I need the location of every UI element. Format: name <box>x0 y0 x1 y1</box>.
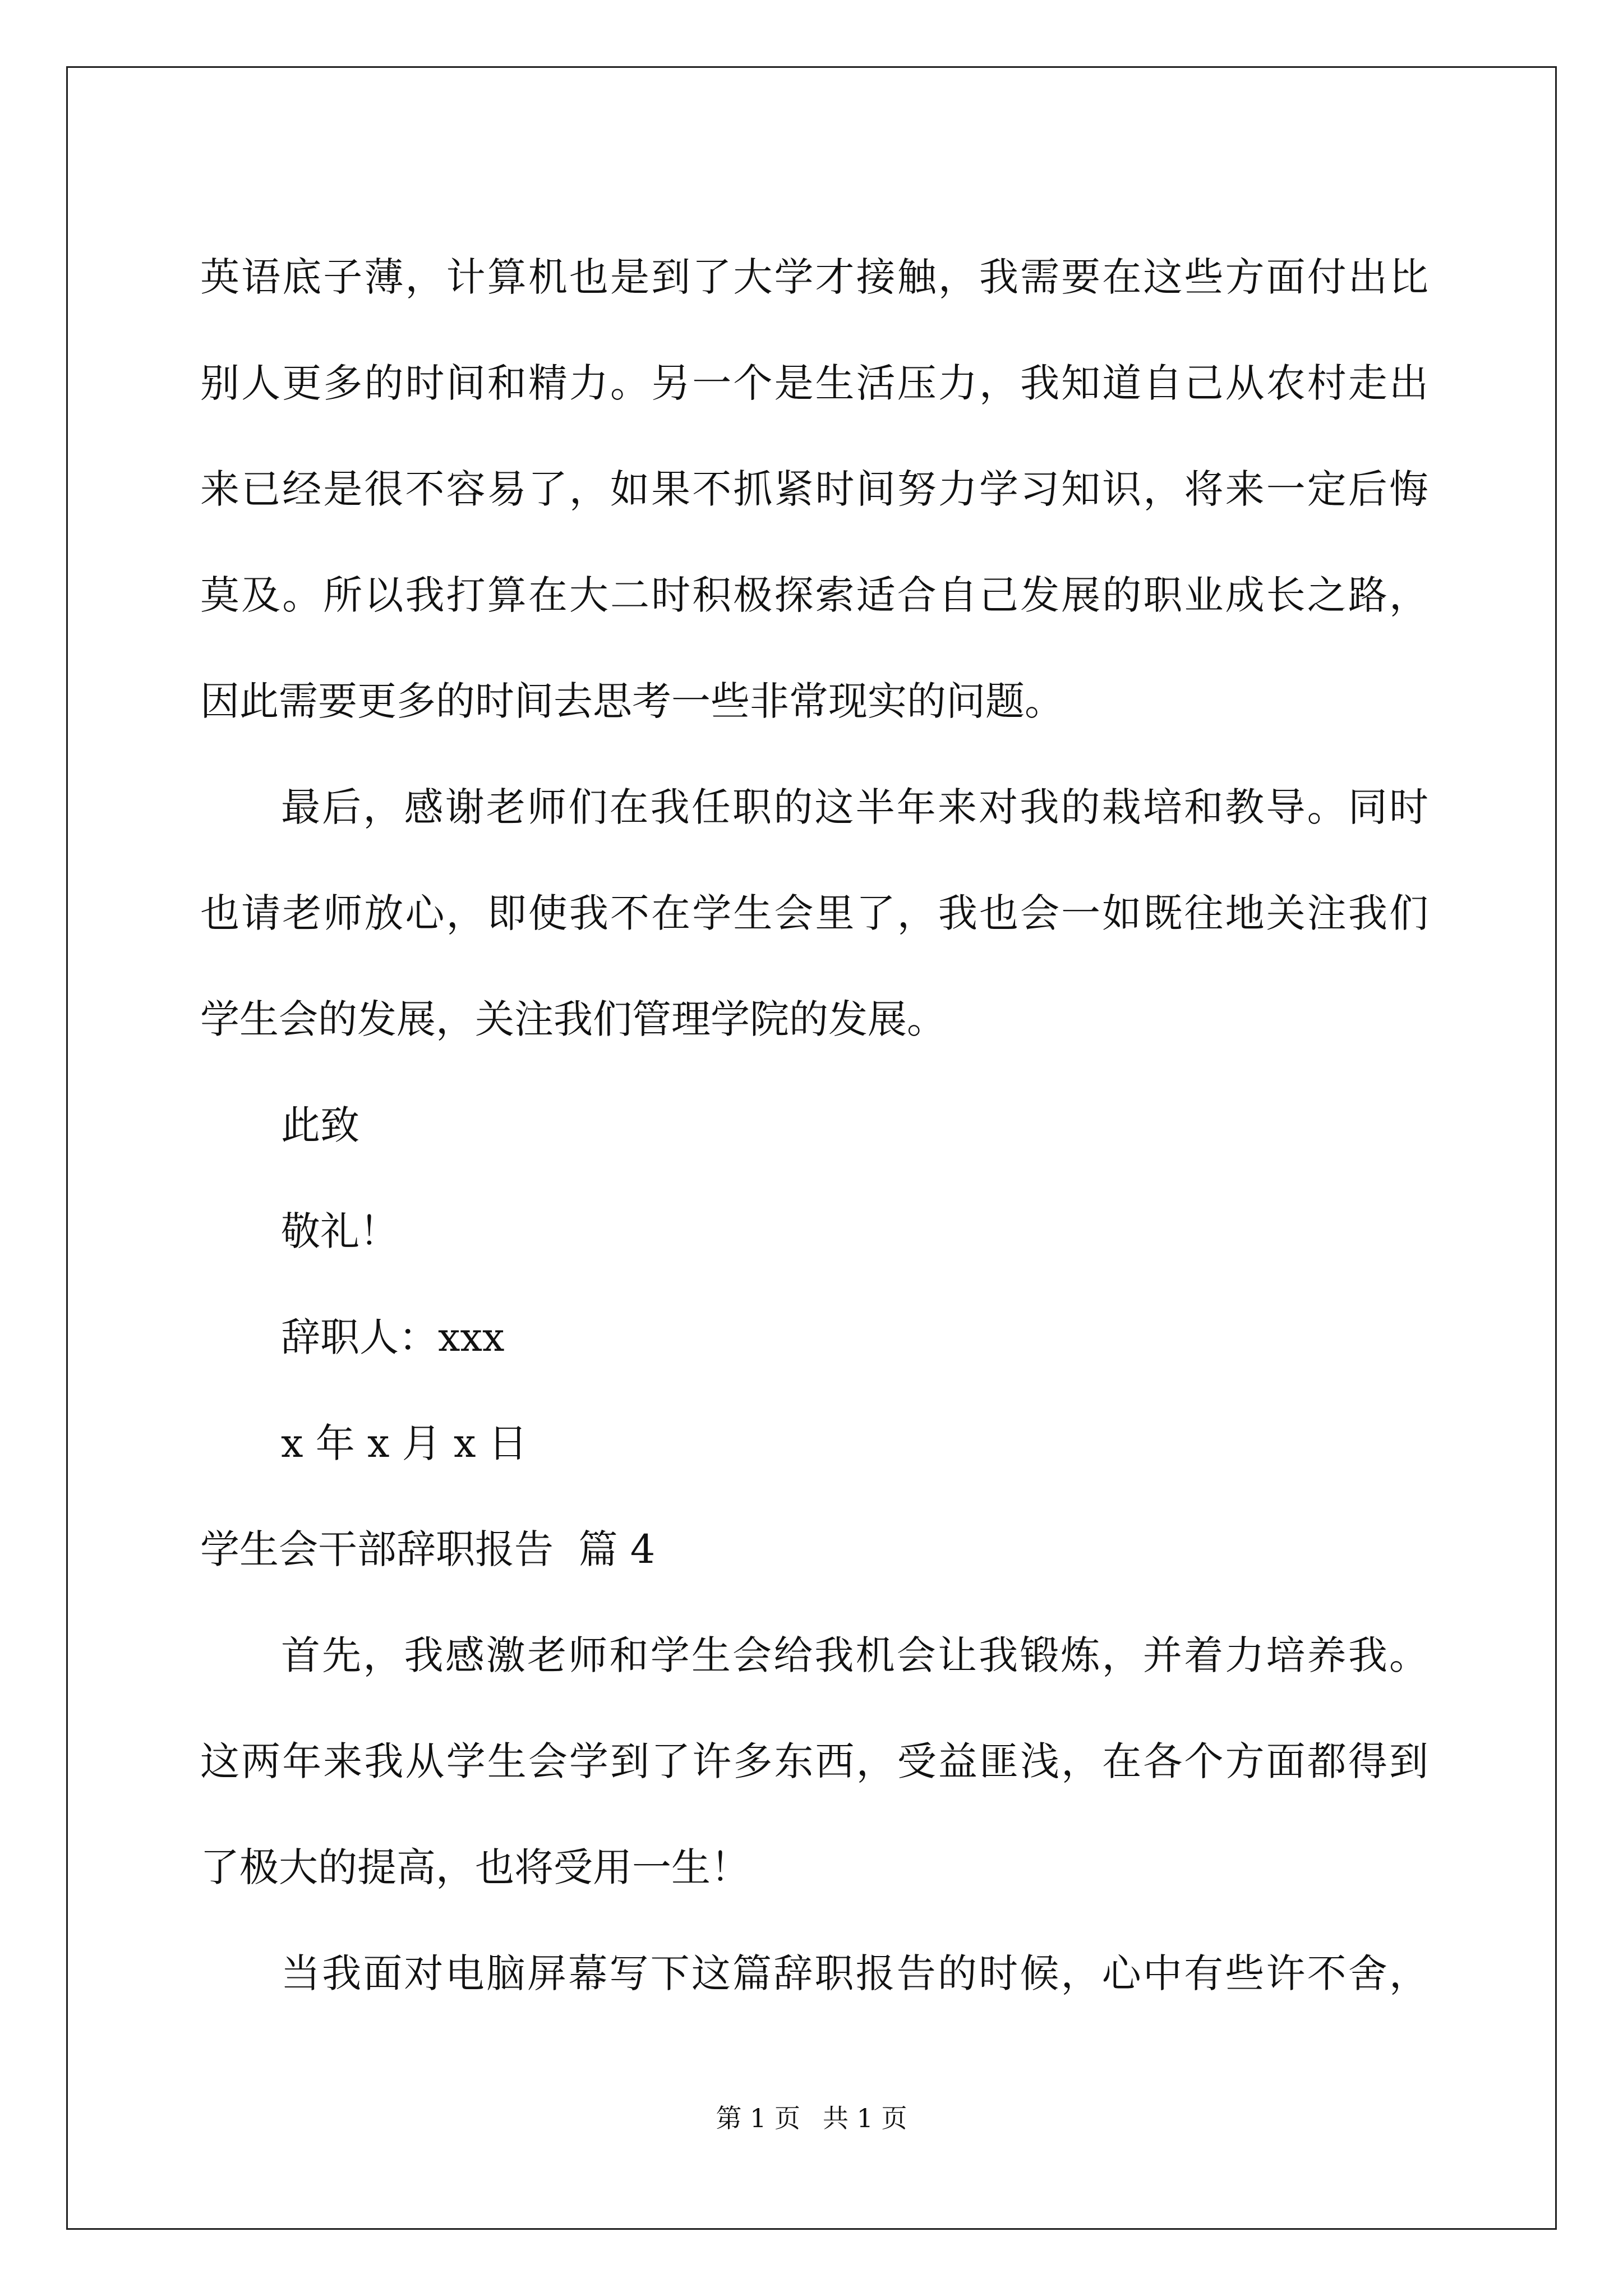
paragraph-1-line-5: 因此需要更多的时间去思考一些非常现实的问题。 <box>200 678 1064 724</box>
footer-page-total: 共 1 页 <box>823 2103 907 2133</box>
footer-page-current: 第 1 页 <box>716 2103 800 2133</box>
closing-salutation: 此致 <box>281 1102 359 1148</box>
paragraph-1-line-4: 莫及。所以我打算在大二时积极探索适合自己发展的职业成长之路， <box>200 572 1428 618</box>
section-heading: 学生会干部辞职报告 篇 4 <box>200 1526 656 1572</box>
closing-signer: 辞职人：xxx <box>281 1314 505 1360</box>
paragraph-1-line-3: 来已经是很不容易了，如果不抓紧时间努力学习知识，将来一定后悔 <box>200 466 1428 512</box>
paragraph-1-line-1: 英语底子薄，计算机也是到了大学才接触，我需要在这些方面付出比 <box>200 254 1428 300</box>
paragraph-3-line-1: 首先，我感激老师和学生会给我机会让我锻炼，并着力培养我。 <box>281 1632 1428 1678</box>
paragraph-4-line-1: 当我面对电脑屏幕写下这篇辞职报告的时候，心中有些许不舍， <box>281 1950 1428 1996</box>
closing-regards: 敬礼！ <box>281 1208 399 1254</box>
paragraph-1-line-2: 别人更多的时间和精力。另一个是生活压力，我知道自己从农村走出 <box>200 360 1428 406</box>
paragraph-3-line-2: 这两年来我从学生会学到了许多东西，受益匪浅，在各个方面都得到 <box>200 1738 1428 1784</box>
paragraph-3-line-3: 了极大的提高，也将受用一生！ <box>200 1844 750 1890</box>
paragraph-2-line-2: 也请老师放心，即使我不在学生会里了，我也会一如既往地关注我们 <box>200 890 1428 936</box>
closing-date: x 年 x 月 x 日 <box>281 1420 528 1466</box>
paragraph-2-line-1: 最后，感谢老师们在我任职的这半年来对我的栽培和教导。同时 <box>281 784 1428 830</box>
paragraph-2-line-3: 学生会的发展，关注我们管理学院的发展。 <box>200 996 946 1042</box>
page-footer <box>0 2098 1623 2135</box>
document-body <box>200 224 1428 2027</box>
